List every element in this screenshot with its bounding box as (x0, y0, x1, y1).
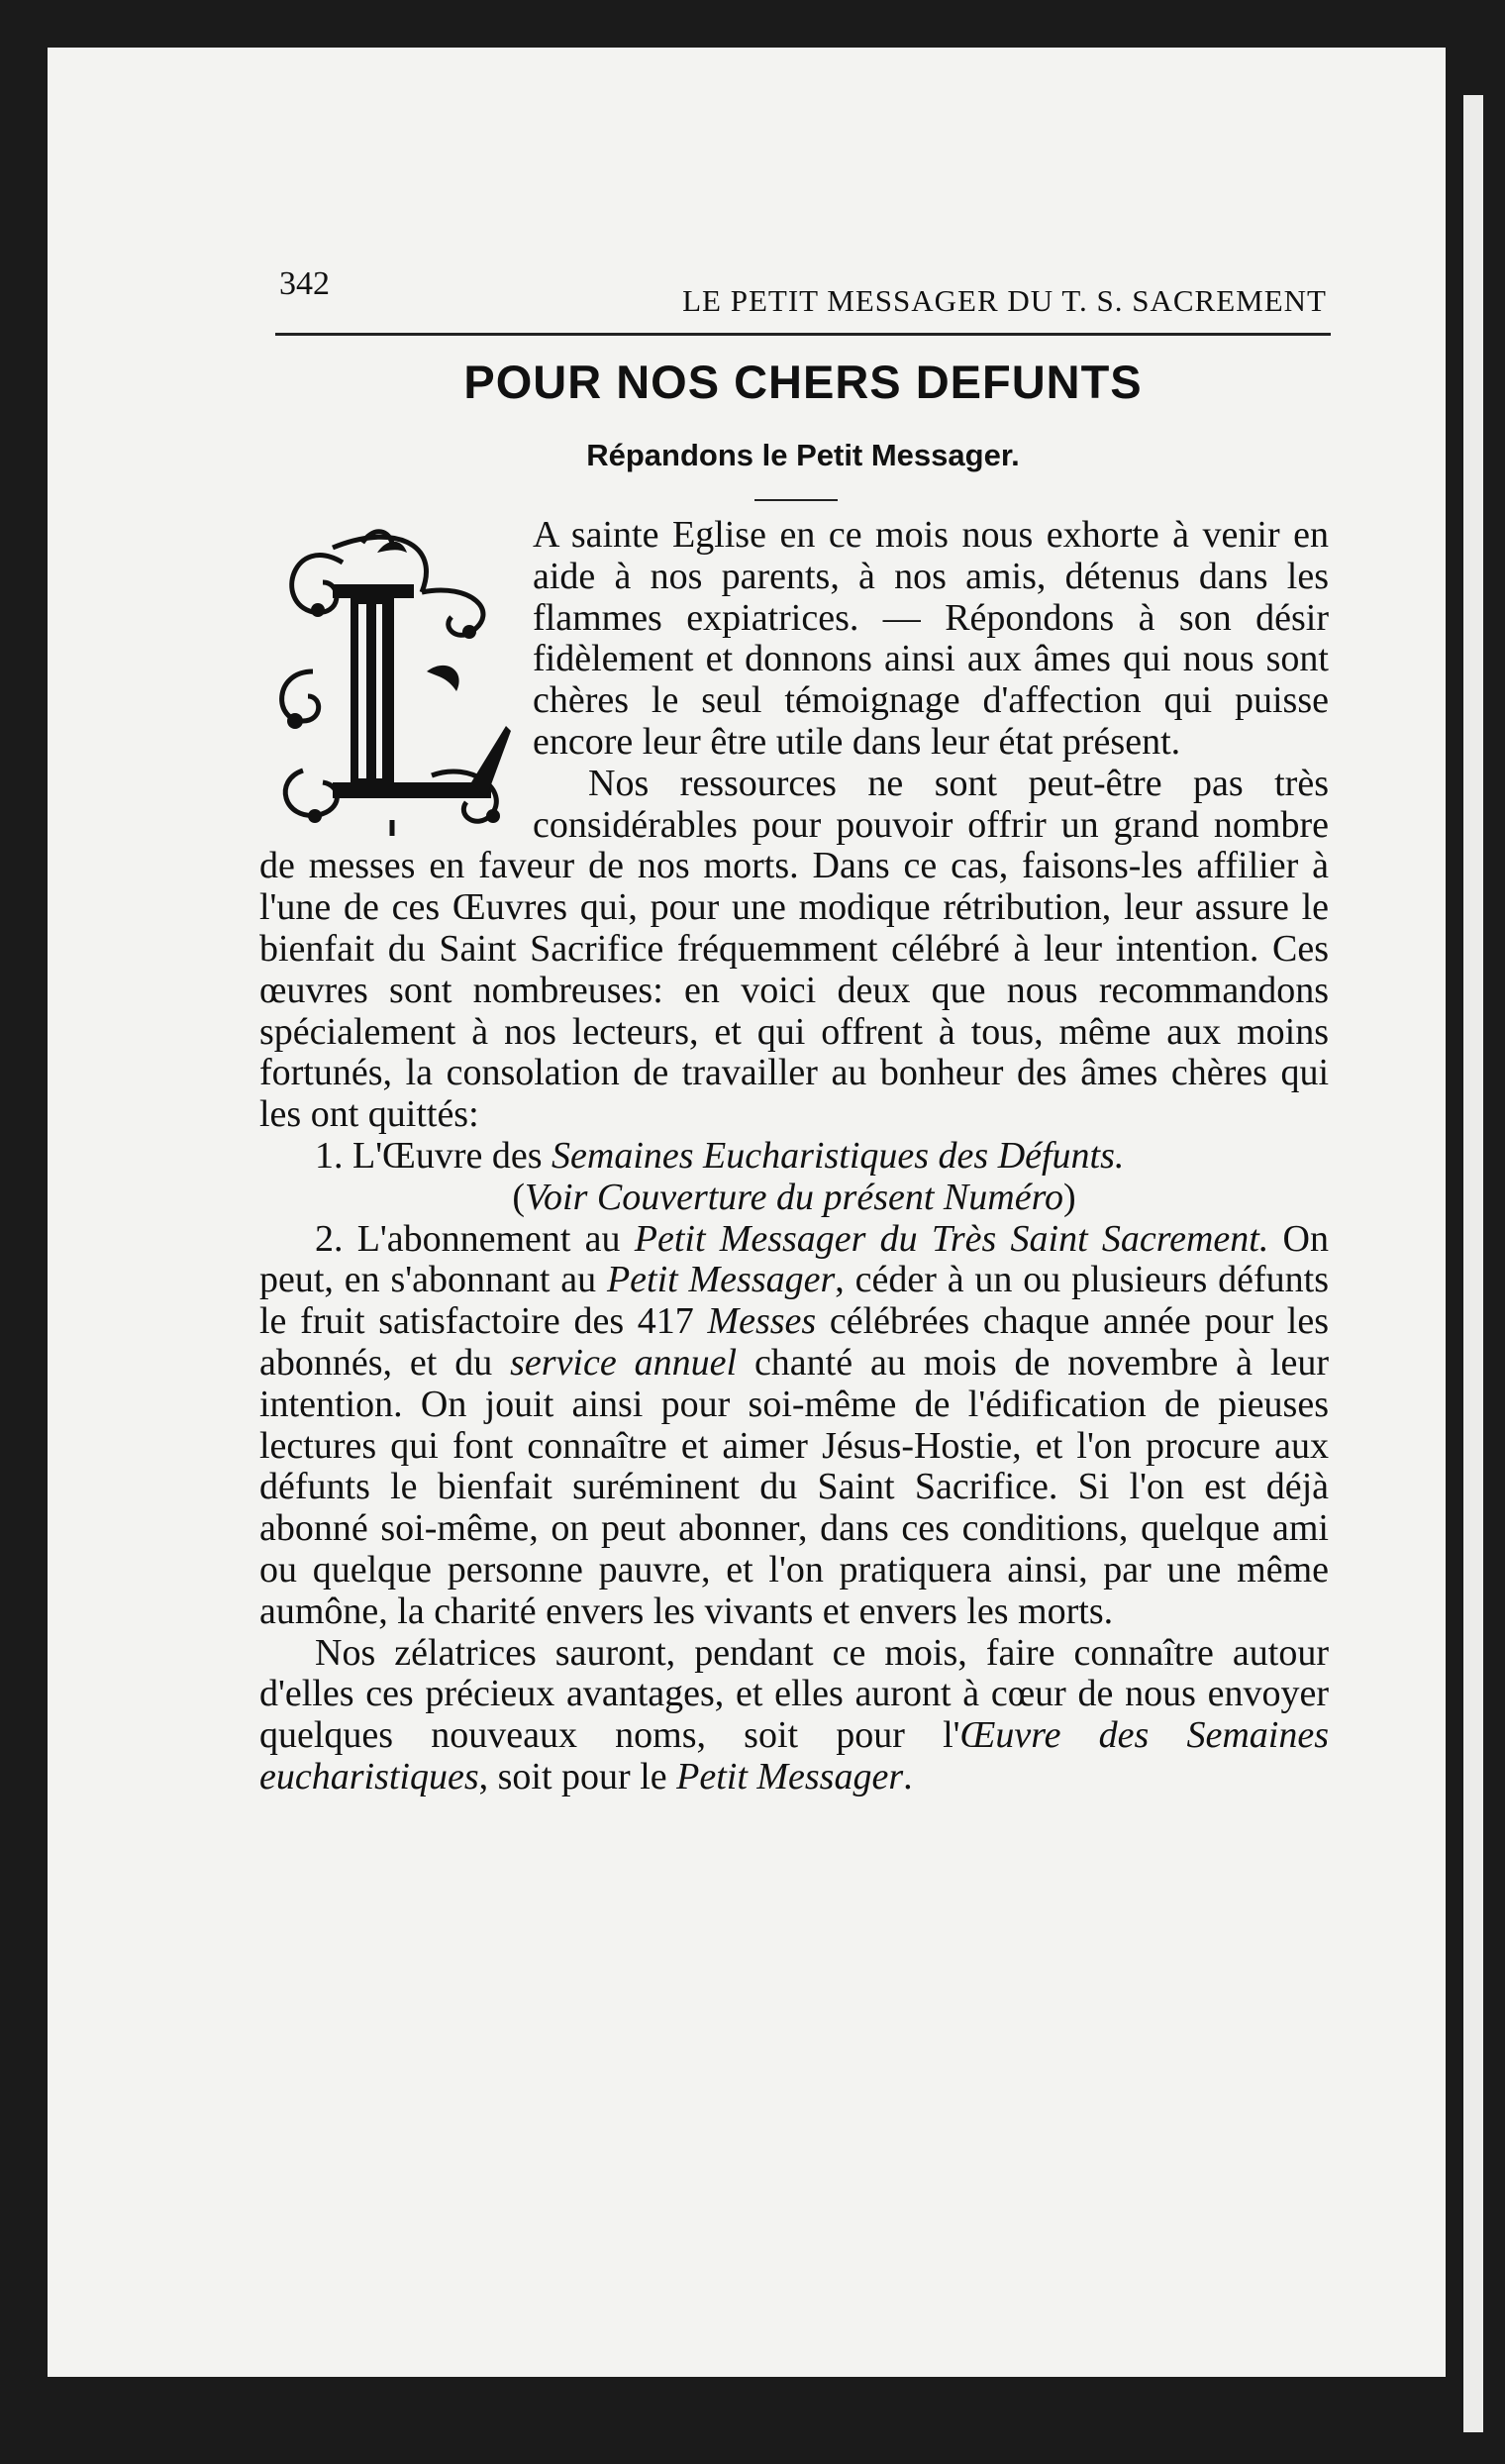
article-subtitle: Répandons le Petit Messager. (586, 438, 1020, 472)
ornamental-dropcap (273, 523, 519, 838)
closing-messenger: Petit Messager (676, 1755, 904, 1797)
list-item-two (259, 1219, 1329, 1633)
item-two-text-i: chanté au mois de novembre à leur intention. On jouit ainsi pour soi-même de l'édification de pieuses lectures qui font connaître et aimer Jésus-Hostie, et l'on procure aux défunts le bienfait suréminent du Saint Sacrifice. Si l'on est déjà abonné soi-même, on peut abonner, dans ces conditions, quelque ami ou quelque personne pauvre, et l'on pratiquera ainsi, par une même aumône, la charité envers les vivants et envers les morts. (259, 1341, 1329, 1632)
adjacent-page-edge (1463, 95, 1483, 2432)
list-item-one (259, 1136, 1329, 1178)
paragraph-resources: Nos ressources ne sont peut-être pas très considérables pour pouvoir offrir un grand nombre de messes en faveur de nos morts. Dans ce cas, faisons-les affilier à l'une de ces Œuvres qui, pour une modique rétribution, leur assure le bienfait du Saint Sacrifice fréquemment célébré à leur intention. Ces œuvres sont nombreuses: en voici deux que nous recommandons spécialement à nos lecteurs, et qui offrent à tous, même aux moins fortunés, la consolation de travailler au bonheur des âmes chères qui les ont quittés: (259, 762, 1329, 1136)
paragraph-opening-text: A sainte Eglise en ce mois nous exhorte à venir en aide à nos parents, à nos amis, détenus dans les flammes expiatrices. — Répondons à son désir fidèlement et donnons ainsi aux âmes qui nous sont chères le seul témoignage d'affection qui puisse encore leur être utile dans leur état présent. (533, 514, 1329, 763)
list-item-one-prefix: 1. L'Œuvre des (315, 1134, 552, 1177)
cover-note-text: Voir Couverture du présent Numéro (525, 1176, 1063, 1218)
item-two-messenger: Petit Messager (606, 1259, 836, 1301)
page-header (275, 248, 1331, 336)
closing-text-a: Nos zélatrices sauront, pendant ce mois, faire connaître autour d'elles ces précieux avantages, et elles auront à cœur de nous envoyer quelques nouveaux noms, soit pour l' (259, 1631, 1329, 1757)
paragraph-closing (259, 1633, 1329, 1798)
list-item-one-title: Semaines Eucharistiques des Défunts. (552, 1134, 1125, 1177)
item-two-text-a: 2. L'abonnement au (315, 1217, 635, 1260)
article-title: POUR NOS CHERS DEFUNTS (463, 356, 1143, 408)
item-two-text-g: célébrées chaque année pour les abonnés, et du (259, 1300, 1329, 1384)
item-two-text-c: On peut, en s'abonnant au (259, 1217, 1329, 1301)
closing-text-c: , soit pour le (478, 1755, 677, 1797)
item-two-text-e: , céder à un ou plusieurs défunts le fruit satisfactoire des 417 (259, 1259, 1329, 1343)
running-head: LE PETIT MESSAGER DU T. S. SACREMENT (682, 283, 1327, 318)
item-two-messes: Messes (707, 1300, 817, 1343)
cover-note: (Voir Couverture du présent Numéro) (512, 1176, 1076, 1218)
article-body (259, 515, 1329, 1798)
paragraph-opening (259, 515, 1329, 764)
item-two-title: Petit Messager du Très Saint Sacrement. (634, 1217, 1269, 1260)
closing-oeuvre: Œuvre des Semaines eucharistiques (259, 1714, 1329, 1797)
item-two-service: service annuel (510, 1341, 738, 1384)
page-number: 342 (279, 265, 330, 302)
closing-text-e: . (903, 1755, 913, 1797)
title-rule (754, 499, 838, 501)
